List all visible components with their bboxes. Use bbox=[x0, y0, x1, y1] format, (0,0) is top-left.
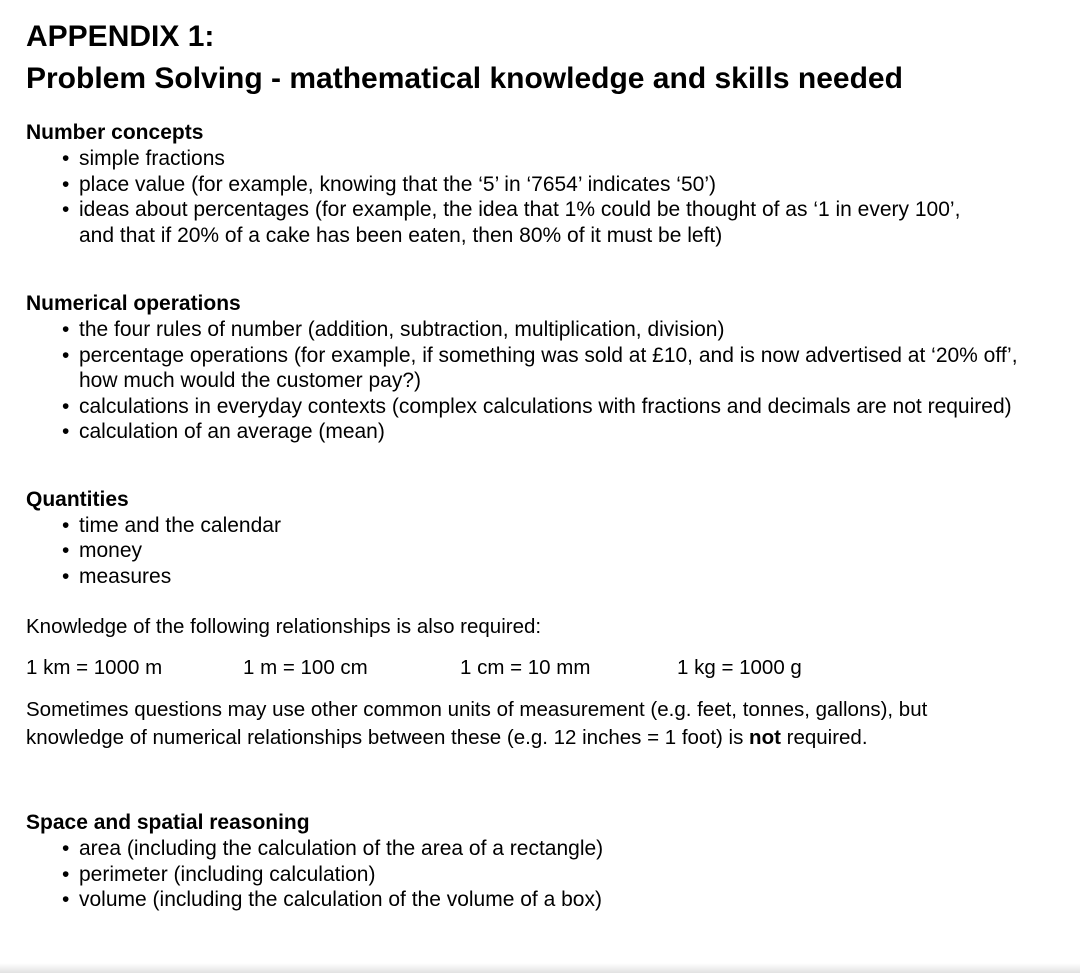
page-title: Problem Solving - mathematical knowledge and skills needed bbox=[26, 62, 903, 95]
bullet-icon: • bbox=[62, 564, 70, 588]
bullet-icon: • bbox=[62, 172, 70, 196]
bullet-icon: • bbox=[62, 513, 70, 537]
unit-relationships bbox=[26, 654, 1066, 682]
bullet-list bbox=[26, 513, 1066, 590]
document-page bbox=[26, 18, 1066, 913]
section-heading: Number concepts bbox=[26, 121, 204, 144]
list-item: • volume (including the calculation of the volume of a box) bbox=[62, 888, 602, 911]
list-item: • percentage operations (for example, if something was sold at £10, and is now advertised at ‘20% off’, how much would the customer pay?) bbox=[62, 343, 1018, 392]
emphasis-not: not bbox=[749, 726, 781, 749]
list-item: • calculation of an average (mean) bbox=[62, 420, 385, 443]
bullet-list bbox=[26, 836, 1066, 913]
bullet-icon: • bbox=[62, 318, 70, 341]
section-quantities bbox=[26, 487, 1066, 590]
bullet-icon: • bbox=[62, 888, 70, 911]
bullet-icon: • bbox=[62, 198, 70, 221]
bullet-icon: • bbox=[62, 343, 70, 367]
bullet-icon: • bbox=[62, 420, 70, 443]
section-heading: Quantities bbox=[26, 487, 129, 511]
unit-relationship: 1 km = 1000 m bbox=[26, 656, 163, 679]
section-numerical-operations bbox=[26, 291, 1066, 445]
unit-relationship: 1 m = 100 cm bbox=[243, 656, 368, 679]
bullet-icon: • bbox=[62, 539, 70, 562]
list-item: • ideas about percentages (for example, the idea that 1% could be thought of as ‘1 in every 100’, and that if 20% of a cake has been eaten, then 80% of it must be left) bbox=[62, 198, 961, 247]
list-item: • time and the calendar bbox=[62, 513, 281, 537]
bullet-icon: • bbox=[62, 837, 70, 860]
bullet-list bbox=[26, 317, 1066, 445]
list-item: • perimeter (including calculation) bbox=[62, 862, 376, 886]
section-heading: Space and spatial reasoning bbox=[26, 811, 310, 834]
list-item: • calculations in everyday contexts (complex calculations with fractions and decimals are not required) bbox=[62, 394, 1012, 418]
list-item: • simple fractions bbox=[62, 147, 225, 170]
list-item: • area (including the calculation of the area of a rectangle) bbox=[62, 837, 604, 860]
list-item: • place value (for example, knowing that the ‘5’ in ‘7654’ indicates ‘50’) bbox=[62, 172, 716, 196]
list-item: • the four rules of number (addition, subtraction, multiplication, division) bbox=[62, 318, 725, 341]
section-heading: Numerical operations bbox=[26, 292, 241, 315]
bullet-icon: • bbox=[62, 862, 70, 886]
relationships-intro: Knowledge of the following relationships is also required: bbox=[26, 615, 542, 638]
measurement-note: Sometimes questions may use other common units of measurement (e.g. feet, tonnes, gallons), but knowledge of numerical relationships between these (e.g. 12 inches = 1 foot) is not required. bbox=[26, 698, 928, 749]
list-item: • money bbox=[62, 539, 143, 562]
unit-relationship: 1 cm = 10 mm bbox=[460, 656, 591, 679]
page-bottom-shadow bbox=[0, 963, 1080, 973]
bullet-icon: • bbox=[62, 394, 70, 418]
appendix-label: APPENDIX 1: bbox=[26, 20, 215, 53]
bullet-icon: • bbox=[62, 147, 70, 170]
section-space bbox=[26, 810, 1066, 913]
section-number-concepts bbox=[26, 120, 1066, 248]
bullet-list bbox=[26, 146, 1066, 248]
list-item: • measures bbox=[62, 564, 172, 588]
unit-relationship: 1 kg = 1000 g bbox=[677, 656, 802, 679]
